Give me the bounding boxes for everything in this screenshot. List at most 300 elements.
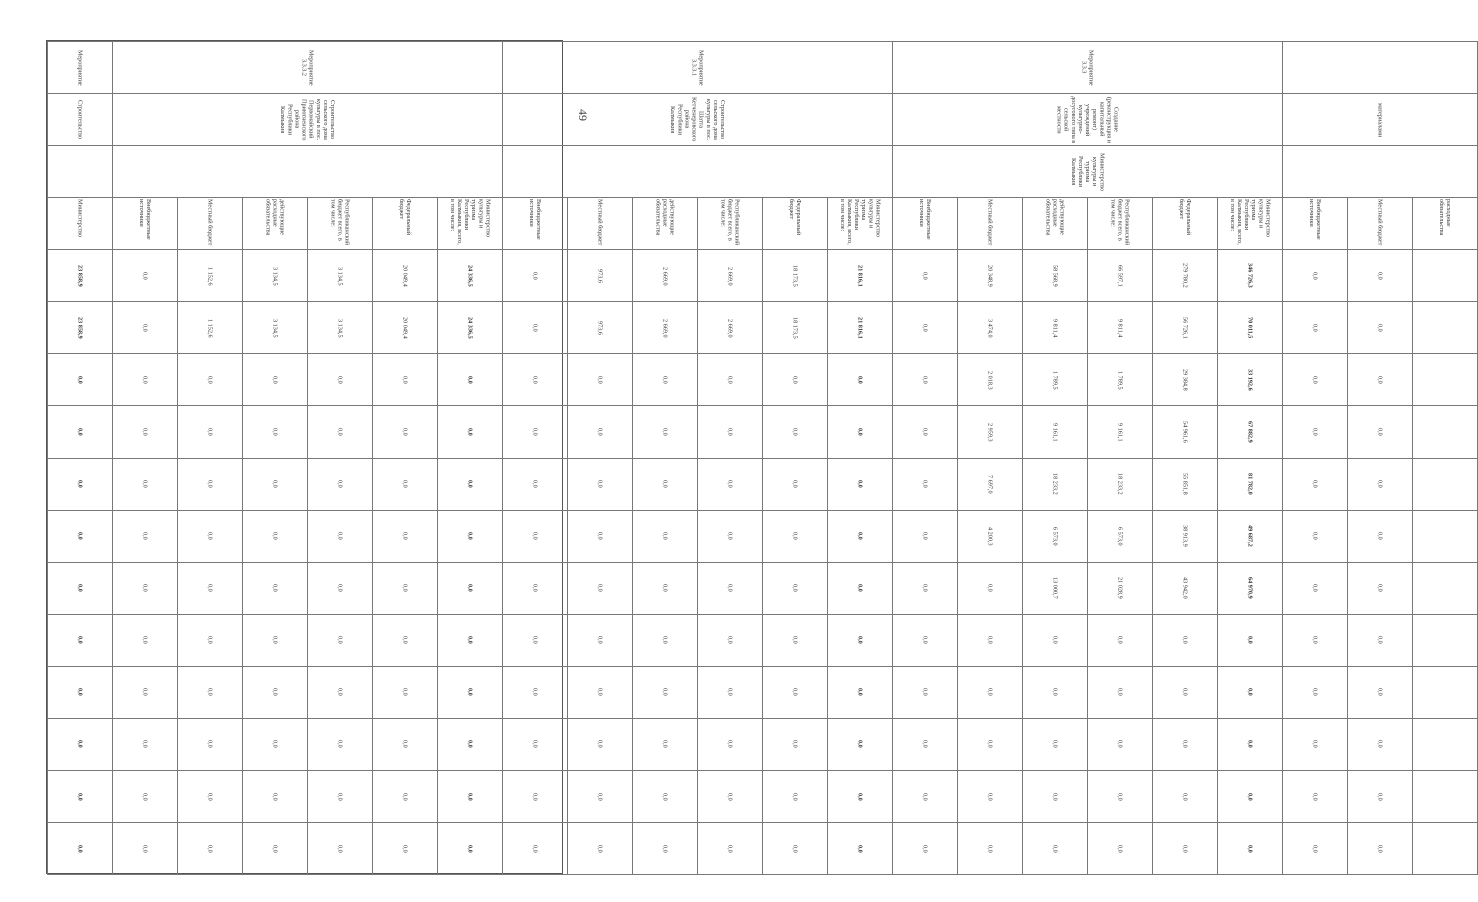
value-cell: 0,0: [373, 406, 438, 458]
table-row: [438, 42, 503, 875]
value-cell: 0,0: [113, 458, 178, 510]
value-cell: 2 669,0: [698, 302, 763, 354]
value-cell: 49 687,2: [1218, 510, 1283, 562]
value-cell: 0,0: [828, 510, 893, 562]
value-cell: 0,0: [893, 510, 958, 562]
value-cell: 0,0: [893, 302, 958, 354]
funding-source-cell: Внебюджетные источники: [893, 198, 958, 250]
value-cell: 0,0: [958, 770, 1023, 822]
value-cell: 0,0: [373, 822, 438, 874]
value-cell: 0,0: [698, 354, 763, 406]
value-cell: 0,0: [503, 562, 568, 614]
value-cell: 0,0: [1023, 770, 1088, 822]
value-cell: 0,0: [1088, 614, 1153, 666]
value-cell: 346 726,3: [1218, 250, 1283, 302]
value-cell: 0,0: [828, 562, 893, 614]
value-cell: 0,0: [113, 302, 178, 354]
value-cell: 0,0: [893, 562, 958, 614]
value-cell: 0,0: [1348, 666, 1413, 718]
value-cell: 18 173,5: [763, 250, 828, 302]
value-cell: 0,0: [438, 510, 503, 562]
funding-source-cell: Внебюджетные источники: [503, 198, 568, 250]
value-cell: 0,0: [763, 510, 828, 562]
value-cell: 0,0: [1153, 822, 1218, 874]
table-row: [1413, 42, 1478, 875]
funding-source-cell: Местный бюджет: [958, 198, 1023, 250]
value-cell: 0,0: [698, 666, 763, 718]
funding-source-cell: Федеральный бюджет: [1153, 198, 1218, 250]
value-cell: 0,0: [828, 770, 893, 822]
value-cell: 0,0: [633, 510, 698, 562]
value-cell: 0,0: [893, 250, 958, 302]
event-name-cell: Строительство: [48, 94, 113, 146]
funding-source-cell: Местный бюджет: [568, 198, 633, 250]
value-cell: 0,0: [308, 718, 373, 770]
value-cell: 0,0: [1088, 718, 1153, 770]
value-cell: 18 173,5: [763, 302, 828, 354]
value-cell: 0,0: [503, 770, 568, 822]
value-cell: 0,0: [568, 510, 633, 562]
value-cell: 2 959,3: [958, 406, 1023, 458]
value-cell: 0,0: [503, 458, 568, 510]
value-cell: 0,0: [1088, 822, 1153, 874]
value-cell: 0,0: [698, 510, 763, 562]
value-cell: 0,0: [178, 562, 243, 614]
value-cell: 24 336,5: [438, 302, 503, 354]
value-cell: 70 011,5: [1218, 302, 1283, 354]
value-cell: 0,0: [373, 510, 438, 562]
value-cell: 18 233,2: [1023, 458, 1088, 510]
funding-source-cell: Федеральный бюджет: [763, 198, 828, 250]
value-cell: 0,0: [828, 718, 893, 770]
value-cell: 3 134,5: [308, 302, 373, 354]
value-cell: 0,0: [1348, 302, 1413, 354]
value-cell: 0,0: [828, 614, 893, 666]
page-number: 49: [576, 109, 590, 121]
value-cell: 0,0: [373, 458, 438, 510]
value-cell: 0,0: [373, 666, 438, 718]
value-cell: 0,0: [698, 562, 763, 614]
value-cell: 0,0: [308, 666, 373, 718]
value-cell: 54 961,6: [1153, 406, 1218, 458]
value-cell: 0,0: [763, 718, 828, 770]
value-cell: 0,0: [828, 822, 893, 874]
value-cell: 0,0: [503, 614, 568, 666]
value-cell: 55 851,8: [1153, 458, 1218, 510]
value-cell: 0,0: [1348, 406, 1413, 458]
value-cell: 20 049,4: [373, 250, 438, 302]
value-cell: 21 028,9: [1088, 562, 1153, 614]
value-cell: 18 233,2: [1088, 458, 1153, 510]
value-cell: 3 474,0: [958, 302, 1023, 354]
value-cell: 58 568,9: [1023, 250, 1088, 302]
value-cell: 0,0: [243, 822, 308, 874]
budget-table-sheet: [46, 40, 1453, 874]
value-cell: 0,0: [958, 614, 1023, 666]
value-cell: 0,0: [503, 354, 568, 406]
value-cell: 0,0: [893, 406, 958, 458]
funding-source-cell: Республиканский бюджет всего, в том числе:: [1088, 198, 1153, 250]
executor-cell: Министерство культуры и туризма Республики Калмыкия: [893, 146, 1283, 198]
funding-source-cell: Местный бюджет: [178, 198, 243, 250]
value-cell: 0,0: [633, 354, 698, 406]
value-cell: 0,0: [503, 510, 568, 562]
value-cell: 0,0: [893, 822, 958, 874]
value-cell: 0,0: [1218, 718, 1283, 770]
value-cell: [1413, 458, 1478, 510]
event-id-cell: Мероприятие 3.3.3: [893, 42, 1283, 94]
value-cell: 0,0: [1348, 770, 1413, 822]
value-cell: 0,0: [1283, 822, 1348, 874]
value-cell: 0,0: [698, 406, 763, 458]
table-row: [828, 42, 893, 875]
value-cell: 0,0: [308, 614, 373, 666]
value-cell: 0,0: [48, 354, 113, 406]
value-cell: 0,0: [438, 354, 503, 406]
funding-source-cell: Министерство культуры и туризма Республики Калмыкия, всего, в том числе:: [1218, 198, 1283, 250]
value-cell: 0,0: [828, 354, 893, 406]
value-cell: 0,0: [178, 354, 243, 406]
value-cell: 0,0: [1283, 302, 1348, 354]
value-cell: 0,0: [503, 822, 568, 874]
value-cell: 0,0: [698, 458, 763, 510]
value-cell: 0,0: [178, 666, 243, 718]
value-cell: 21 816,1: [828, 250, 893, 302]
value-cell: 0,0: [308, 562, 373, 614]
value-cell: 0,0: [373, 770, 438, 822]
value-cell: 0,0: [48, 770, 113, 822]
value-cell: [1413, 250, 1478, 302]
value-cell: 0,0: [568, 614, 633, 666]
value-cell: 0,0: [698, 770, 763, 822]
value-cell: 0,0: [1283, 406, 1348, 458]
funding-source-cell: действующие расходные обязательства: [243, 198, 308, 250]
funding-source-cell: Республиканский бюджет всего, в том числе:: [698, 198, 763, 250]
value-cell: [1413, 614, 1478, 666]
value-cell: 0,0: [243, 770, 308, 822]
value-cell: 0,0: [308, 822, 373, 874]
value-cell: 0,0: [243, 718, 308, 770]
value-cell: 0,0: [893, 458, 958, 510]
value-cell: 0,0: [633, 406, 698, 458]
value-cell: 0,0: [958, 562, 1023, 614]
value-cell: 0,0: [1153, 614, 1218, 666]
value-cell: 0,0: [48, 718, 113, 770]
value-cell: 0,0: [893, 666, 958, 718]
value-cell: 0,0: [1023, 822, 1088, 874]
value-cell: 0,0: [243, 510, 308, 562]
value-cell: 0,0: [178, 822, 243, 874]
value-cell: 9 161,1: [1023, 406, 1088, 458]
value-cell: 0,0: [828, 406, 893, 458]
value-cell: 0,0: [958, 666, 1023, 718]
funding-source-cell: Министерство культуры и туризма Республики Калмыкия, всего, в том числе:: [438, 198, 503, 250]
value-cell: [1413, 770, 1478, 822]
value-cell: 0,0: [308, 770, 373, 822]
value-cell: 3 134,5: [243, 302, 308, 354]
value-cell: [1413, 718, 1478, 770]
value-cell: 0,0: [633, 614, 698, 666]
value-cell: 0,0: [568, 770, 633, 822]
executor-cell: [113, 146, 503, 198]
value-cell: 64 970,9: [1218, 562, 1283, 614]
value-cell: 0,0: [1088, 770, 1153, 822]
value-cell: 0,0: [373, 354, 438, 406]
value-cell: 0,0: [1283, 510, 1348, 562]
value-cell: 0,0: [48, 510, 113, 562]
value-cell: 0,0: [1283, 614, 1348, 666]
funding-source-cell: Внебюджетные источники: [1283, 198, 1348, 250]
value-cell: 0,0: [503, 302, 568, 354]
value-cell: 0,0: [1348, 562, 1413, 614]
value-cell: 6 573,0: [1088, 510, 1153, 562]
value-cell: 0,0: [568, 562, 633, 614]
value-cell: 0,0: [178, 614, 243, 666]
value-cell: 43 942,0: [1153, 562, 1218, 614]
value-cell: 973,6: [568, 250, 633, 302]
value-cell: 0,0: [178, 510, 243, 562]
value-cell: 0,0: [1153, 718, 1218, 770]
value-cell: 0,0: [633, 666, 698, 718]
value-cell: 0,0: [438, 458, 503, 510]
funding-source-cell: Министерство: [48, 198, 113, 250]
value-cell: 1 789,5: [1023, 354, 1088, 406]
value-cell: 0,0: [48, 614, 113, 666]
funding-source-cell: расходные обязательства: [1413, 198, 1478, 250]
value-cell: 0,0: [113, 562, 178, 614]
value-cell: 0,0: [438, 614, 503, 666]
value-cell: 0,0: [113, 822, 178, 874]
value-cell: 0,0: [1283, 354, 1348, 406]
value-cell: 0,0: [568, 666, 633, 718]
value-cell: 13 000,7: [1023, 562, 1088, 614]
value-cell: 0,0: [113, 718, 178, 770]
value-cell: 0,0: [113, 250, 178, 302]
table-row: [1218, 42, 1283, 875]
value-cell: 0,0: [568, 822, 633, 874]
value-cell: 0,0: [48, 822, 113, 874]
value-cell: 0,0: [568, 406, 633, 458]
value-cell: 0,0: [633, 458, 698, 510]
value-cell: 0,0: [243, 614, 308, 666]
value-cell: 0,0: [438, 406, 503, 458]
value-cell: 0,0: [1153, 770, 1218, 822]
value-cell: 0,0: [243, 458, 308, 510]
value-cell: 9 811,4: [1088, 302, 1153, 354]
value-cell: 0,0: [48, 562, 113, 614]
event-name-cell: материалами: [1283, 94, 1478, 146]
event-name-cell: Создание (реконструкция и капитальный ремонт) учреждений культурно-досугового типа в сельской местности: [893, 94, 1283, 146]
value-cell: 0,0: [438, 822, 503, 874]
value-cell: 0,0: [1283, 458, 1348, 510]
value-cell: 0,0: [503, 406, 568, 458]
value-cell: 0,0: [1348, 354, 1413, 406]
executor-cell: [503, 146, 893, 198]
value-cell: 0,0: [1153, 666, 1218, 718]
value-cell: 23 858,9: [48, 302, 113, 354]
funding-source-cell: действующие расходные обязательства: [1023, 198, 1088, 250]
value-cell: 0,0: [1218, 770, 1283, 822]
value-cell: 0,0: [1218, 614, 1283, 666]
value-cell: 0,0: [1283, 770, 1348, 822]
value-cell: 0,0: [763, 666, 828, 718]
funding-source-cell: Республиканский бюджет всего, в том числе:: [308, 198, 373, 250]
value-cell: 0,0: [243, 406, 308, 458]
value-cell: 0,0: [178, 770, 243, 822]
value-cell: 20 049,4: [373, 302, 438, 354]
value-cell: 0,0: [763, 614, 828, 666]
value-cell: 29 384,8: [1153, 354, 1218, 406]
value-cell: 0,0: [828, 458, 893, 510]
value-cell: 23 858,9: [48, 250, 113, 302]
value-cell: 0,0: [1348, 718, 1413, 770]
value-cell: 0,0: [438, 562, 503, 614]
value-cell: 0,0: [503, 666, 568, 718]
value-cell: 0,0: [698, 614, 763, 666]
value-cell: 0,0: [1348, 822, 1413, 874]
value-cell: 0,0: [373, 718, 438, 770]
value-cell: 0,0: [1088, 666, 1153, 718]
value-cell: 0,0: [113, 666, 178, 718]
value-cell: 0,0: [113, 614, 178, 666]
value-cell: 3 134,5: [308, 250, 373, 302]
value-cell: 0,0: [1283, 718, 1348, 770]
executor-cell: [1283, 146, 1478, 198]
event-id-cell: Мероприятие: [48, 42, 113, 94]
value-cell: 0,0: [308, 510, 373, 562]
value-cell: 0,0: [178, 718, 243, 770]
value-cell: 20 348,9: [958, 250, 1023, 302]
value-cell: 0,0: [958, 718, 1023, 770]
value-cell: 56 726,1: [1153, 302, 1218, 354]
value-cell: 0,0: [958, 822, 1023, 874]
value-cell: 33 192,6: [1218, 354, 1283, 406]
value-cell: 21 816,1: [828, 302, 893, 354]
executor-cell: [48, 146, 113, 198]
value-cell: 2 669,0: [698, 250, 763, 302]
value-cell: 0,0: [48, 406, 113, 458]
value-cell: 1 789,5: [1088, 354, 1153, 406]
value-cell: 0,0: [1283, 666, 1348, 718]
value-cell: 0,0: [633, 718, 698, 770]
value-cell: 0,0: [1023, 718, 1088, 770]
value-cell: 0,0: [763, 458, 828, 510]
value-cell: 0,0: [113, 510, 178, 562]
value-cell: 2 669,0: [633, 302, 698, 354]
value-cell: 0,0: [893, 354, 958, 406]
value-cell: 0,0: [1283, 250, 1348, 302]
value-cell: 0,0: [113, 406, 178, 458]
value-cell: 2 669,0: [633, 250, 698, 302]
value-cell: 67 882,9: [1218, 406, 1283, 458]
value-cell: 0,0: [373, 562, 438, 614]
value-cell: 0,0: [243, 562, 308, 614]
value-cell: 1 152,6: [178, 250, 243, 302]
value-cell: [1413, 406, 1478, 458]
value-cell: 38 913,9: [1153, 510, 1218, 562]
value-cell: 0,0: [828, 666, 893, 718]
value-cell: 0,0: [178, 406, 243, 458]
value-cell: 0,0: [1023, 614, 1088, 666]
value-cell: 973,6: [568, 302, 633, 354]
value-cell: 0,0: [1348, 614, 1413, 666]
value-cell: 0,0: [633, 562, 698, 614]
value-cell: 0,0: [113, 354, 178, 406]
value-cell: 0,0: [698, 718, 763, 770]
value-cell: [1413, 510, 1478, 562]
value-cell: 0,0: [438, 718, 503, 770]
value-cell: 0,0: [503, 250, 568, 302]
value-cell: 0,0: [568, 354, 633, 406]
value-cell: 0,0: [1348, 510, 1413, 562]
value-cell: 0,0: [308, 354, 373, 406]
value-cell: 0,0: [1348, 458, 1413, 510]
value-cell: 0,0: [178, 458, 243, 510]
value-cell: 0,0: [243, 354, 308, 406]
value-cell: 7 697,0: [958, 458, 1023, 510]
value-cell: 0,0: [308, 406, 373, 458]
value-cell: 0,0: [633, 822, 698, 874]
value-cell: 0,0: [568, 458, 633, 510]
value-cell: 0,0: [763, 822, 828, 874]
value-cell: 1 152,6: [178, 302, 243, 354]
funding-source-cell: Федеральный бюджет: [373, 198, 438, 250]
value-cell: 0,0: [763, 562, 828, 614]
value-cell: [1413, 354, 1478, 406]
value-cell: 0,0: [48, 458, 113, 510]
value-cell: 0,0: [113, 770, 178, 822]
value-cell: 81 782,0: [1218, 458, 1283, 510]
value-cell: 0,0: [48, 666, 113, 718]
value-cell: 24 336,5: [438, 250, 503, 302]
value-cell: 4 200,3: [958, 510, 1023, 562]
value-cell: 6 573,0: [1023, 510, 1088, 562]
event-id-cell: [1283, 42, 1478, 94]
value-cell: [1413, 302, 1478, 354]
funding-source-cell: Местный бюджет: [1348, 198, 1413, 250]
funding-source-cell: Министерство культуры и туризма Республики Калмыкия, всего, в том числе:: [828, 198, 893, 250]
value-cell: 0,0: [1218, 666, 1283, 718]
event-id-cell: Мероприятие 3.3.3.2: [113, 42, 503, 94]
event-name-cell: Строительство сельского дома культуры в пос. Первомайский Приютненского района Республики Калмыкия: [113, 94, 503, 146]
value-cell: 0,0: [633, 770, 698, 822]
value-cell: 3 134,5: [243, 250, 308, 302]
value-cell: 0,0: [503, 718, 568, 770]
value-cell: 0,0: [568, 718, 633, 770]
value-cell: 9 811,4: [1023, 302, 1088, 354]
value-cell: 0,0: [893, 614, 958, 666]
value-cell: 0,0: [1218, 822, 1283, 874]
event-name-cell: Строительство сельского дома культуры в пос. Шатта Кетченеровского района Республики Калмыкия: [503, 94, 893, 146]
value-cell: 66 597,1: [1088, 250, 1153, 302]
value-cell: [1413, 822, 1478, 874]
value-cell: 0,0: [373, 614, 438, 666]
value-cell: 2 018,3: [958, 354, 1023, 406]
value-cell: 9 161,1: [1088, 406, 1153, 458]
value-cell: 0,0: [1283, 562, 1348, 614]
value-cell: 0,0: [763, 406, 828, 458]
value-cell: 0,0: [698, 822, 763, 874]
value-cell: [1413, 666, 1478, 718]
value-cell: 0,0: [1023, 666, 1088, 718]
value-cell: 279 780,2: [1153, 250, 1218, 302]
value-cell: 0,0: [763, 354, 828, 406]
value-cell: 0,0: [1348, 250, 1413, 302]
funding-source-cell: действующие расходные обязательства: [633, 198, 698, 250]
event-id-cell: Мероприятие 3.3.3.1: [503, 42, 893, 94]
value-cell: 0,0: [308, 458, 373, 510]
table-row: [48, 42, 113, 875]
